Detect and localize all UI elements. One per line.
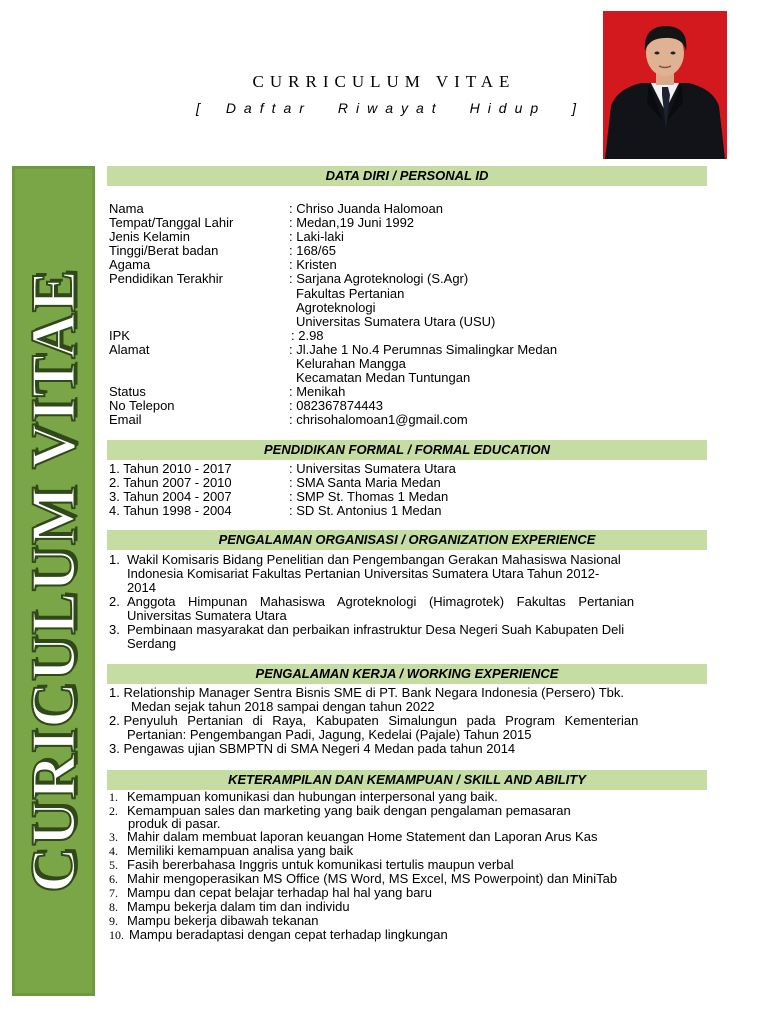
education-period: 2. Tahun 2007 - 2010 bbox=[109, 475, 232, 490]
item-number: 3. bbox=[109, 830, 118, 844]
personal-value: : Jl.Jahe 1 No.4 Perumnas Simalingkar Medan bbox=[289, 342, 558, 357]
item-text: Memiliki kemampuan analisa yang baik bbox=[127, 843, 354, 858]
item-text: Wakil Komisaris Bidang Penelitian dan Pengembangan Gerakan Mahasiswa Nasional bbox=[127, 552, 621, 567]
item-number: 2. bbox=[109, 713, 120, 728]
item-number: 1. bbox=[109, 790, 118, 804]
personal-label: Status bbox=[109, 384, 146, 399]
item-text: Mampu bekerja dibawah tekanan bbox=[127, 913, 319, 928]
subtitle-word: Daftar bbox=[225, 100, 312, 116]
section-header-organization: PENGALAMAN ORGANISASI / ORGANIZATION EXPERIENCE bbox=[107, 530, 707, 550]
list-item bbox=[109, 830, 597, 844]
section-header-personal: DATA DIRI / PERSONAL ID bbox=[107, 166, 707, 186]
personal-label: IPK bbox=[109, 328, 130, 343]
personal-value: : chrisohalomoan1@gmail.com bbox=[289, 412, 468, 427]
sidebar-vertical-title: CURICULUM VITAE bbox=[18, 269, 88, 893]
list-item bbox=[109, 914, 319, 928]
sidebar-banner bbox=[12, 166, 95, 996]
section-header-skills: KETERAMPILAN DAN KEMAMPUAN / SKILL AND ABILITY bbox=[107, 770, 707, 790]
document-title: CURRICULUM VITAE bbox=[252, 72, 516, 91]
personal-label: Pendidikan Terakhir bbox=[109, 271, 223, 286]
item-text: Pembinaan masyarakat dan perbaikan infrastruktur Desa Negeri Suah Kabupaten Deli bbox=[127, 622, 625, 637]
list-item bbox=[109, 623, 707, 637]
personal-label: Email bbox=[109, 412, 142, 427]
person-portrait-icon bbox=[603, 11, 727, 159]
item-text: Serdang bbox=[127, 636, 177, 651]
list-item bbox=[109, 686, 707, 700]
item-number: 7. bbox=[109, 886, 118, 900]
personal-value: Universitas Sumatera Utara (USU) bbox=[296, 314, 496, 329]
item-number: 5. bbox=[109, 858, 118, 872]
personal-value: : Sarjana Agroteknologi (S.Agr) bbox=[289, 271, 469, 286]
personal-value: : 2.98 bbox=[291, 328, 324, 343]
personal-value: Kelurahan Mangga bbox=[296, 356, 406, 371]
item-text: Kemampuan komunikasi dan hubungan interpersonal yang baik. bbox=[127, 789, 498, 804]
personal-label: Agama bbox=[109, 257, 151, 272]
item-text: Pengawas ujian SBMPTN di SMA Negeri 4 Medan pada tahun 2014 bbox=[123, 741, 516, 756]
item-number: 10. bbox=[109, 928, 124, 942]
item-text: Universitas Sumatera Utara bbox=[127, 608, 287, 623]
subtitle-word: [ bbox=[196, 100, 200, 116]
item-text: Kemampuan sales dan marketing yang baik dengan pengalaman pemasaran bbox=[127, 803, 571, 818]
list-item bbox=[109, 900, 350, 914]
personal-label: Nama bbox=[109, 201, 144, 216]
item-text: 2014 bbox=[127, 580, 156, 595]
item-number: 3. bbox=[109, 741, 120, 756]
personal-value: : Menikah bbox=[289, 384, 346, 399]
item-number: 9. bbox=[109, 914, 118, 928]
section-header-work: PENGALAMAN KERJA / WORKING EXPERIENCE bbox=[107, 664, 707, 684]
item-number: 6. bbox=[109, 872, 118, 886]
personal-label: Alamat bbox=[109, 342, 150, 357]
list-item bbox=[109, 844, 353, 858]
personal-value: : 082367874443 bbox=[289, 398, 383, 413]
personal-value: : Kristen bbox=[289, 257, 337, 272]
item-number: 2. bbox=[109, 804, 118, 818]
education-period: 1. Tahun 2010 - 2017 bbox=[109, 461, 232, 476]
item-number: 4. bbox=[109, 844, 118, 858]
item-text: Relationship Manager Sentra Bisnis SME di PT. Bank Negara Indonesia (Persero) Tbk. bbox=[123, 685, 624, 700]
personal-label: No Telepon bbox=[109, 398, 175, 413]
education-period: 3. Tahun 2004 - 2007 bbox=[109, 489, 232, 504]
item-text: Indonesia Komisariat Fakultas Pertanian Universitas Sumatera Utara Tahun 2012- bbox=[127, 566, 600, 581]
personal-label: Jenis Kelamin bbox=[109, 229, 190, 244]
list-item bbox=[109, 595, 707, 609]
personal-value: Kecamatan Medan Tuntungan bbox=[296, 370, 471, 385]
personal-value: : Chriso Juanda Halomoan bbox=[289, 201, 443, 216]
list-item bbox=[109, 742, 707, 756]
item-text: Mampu bekerja dalam tim dan individu bbox=[127, 899, 350, 914]
item-text: Fasih bererbahasa Inggris untuk komunikasi tertulis maupun verbal bbox=[127, 857, 514, 872]
item-text: Mampu beradaptasi dengan cepat terhadap lingkungan bbox=[129, 927, 448, 942]
subtitle-word: Hidup bbox=[469, 100, 547, 116]
list-item bbox=[109, 790, 498, 804]
education-school: : SMA Santa Maria Medan bbox=[289, 475, 441, 490]
item-number: 8. bbox=[109, 900, 118, 914]
personal-value: Fakultas Pertanian bbox=[296, 286, 405, 301]
item-text: Anggota Himpunan Mahasiswa Agroteknologi (Himagrotek) Fakultas Pertanian bbox=[127, 594, 635, 609]
item-text: Penyuluh Pertanian di Raya, Kabupaten Simalungun pada Program Kementerian bbox=[123, 713, 639, 728]
item-text: produk di pasar. bbox=[128, 816, 221, 831]
list-item bbox=[109, 714, 707, 728]
list-item bbox=[109, 872, 617, 886]
item-number: 1. bbox=[109, 552, 120, 567]
personal-value: : Medan,19 Juni 1992 bbox=[289, 215, 415, 230]
profile-photo bbox=[603, 11, 727, 159]
personal-label: Tempat/Tanggal Lahir bbox=[109, 215, 234, 230]
personal-value: : 168/65 bbox=[289, 243, 336, 258]
item-text: Mahir mengoperasikan MS Office (MS Word, MS Excel, MS Powerpoint) dan MiniTab bbox=[127, 871, 618, 886]
item-number: 1. bbox=[109, 685, 120, 700]
item-text: Mahir dalam membuat laporan keuangan Home Statement dan Laporan Arus Kas bbox=[127, 829, 598, 844]
education-period: 4. Tahun 1998 - 2004 bbox=[109, 503, 232, 518]
education-school: : SD St. Antonius 1 Medan bbox=[289, 503, 442, 518]
item-number: 3. bbox=[109, 622, 120, 637]
subtitle-word: ] bbox=[572, 100, 576, 116]
education-school: : Universitas Sumatera Utara bbox=[289, 461, 456, 476]
item-number: 2. bbox=[109, 594, 120, 609]
personal-label: Tinggi/Berat badan bbox=[109, 243, 219, 258]
education-school: : SMP St. Thomas 1 Medan bbox=[289, 489, 449, 504]
item-text: Medan sejak tahun 2018 sampai dengan tahun 2022 bbox=[131, 699, 435, 714]
subtitle-word: Riwayat bbox=[337, 100, 444, 116]
list-item bbox=[109, 886, 432, 900]
list-item bbox=[109, 858, 514, 872]
document-subtitle bbox=[196, 100, 576, 116]
list-item bbox=[109, 553, 707, 567]
personal-value: Agroteknologi bbox=[296, 300, 376, 315]
list-item bbox=[109, 928, 448, 942]
personal-value: : Laki-laki bbox=[289, 229, 344, 244]
item-text: Mampu dan cepat belajar terhadap hal hal yang baru bbox=[127, 885, 432, 900]
item-text: Pertanian: Pengembangan Padi, Jagung, Kedelai (Pajale) Tahun 2015 bbox=[127, 727, 532, 742]
section-header-education: PENDIDIKAN FORMAL / FORMAL EDUCATION bbox=[107, 440, 707, 460]
